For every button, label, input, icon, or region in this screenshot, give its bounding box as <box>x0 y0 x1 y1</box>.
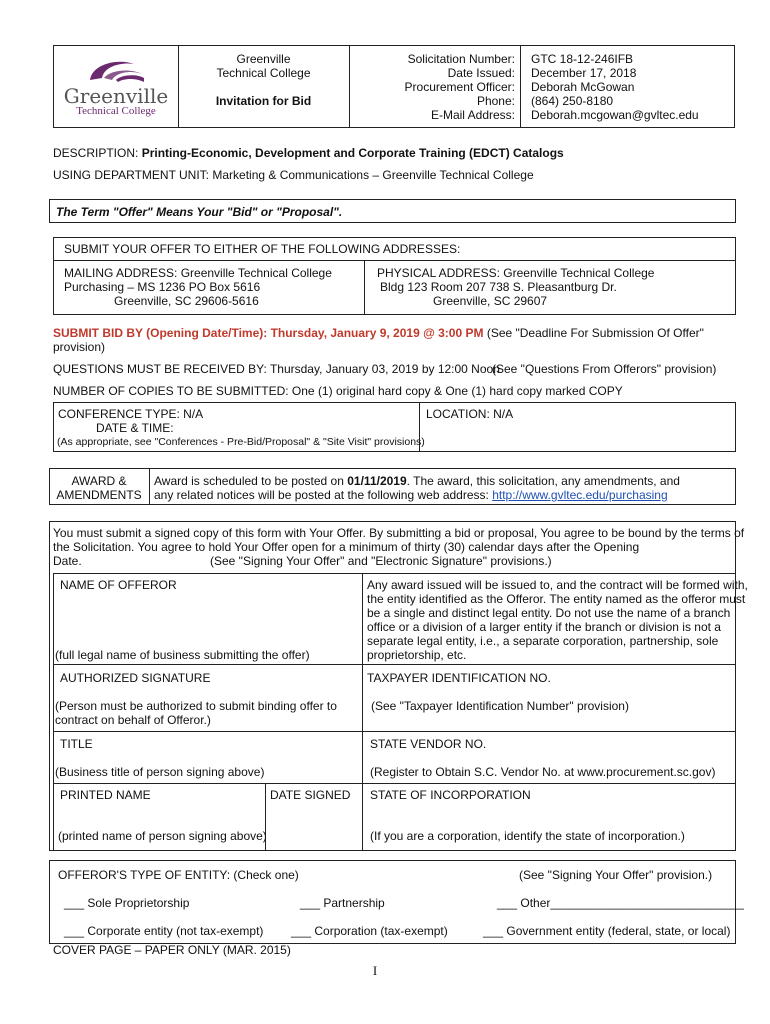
award-text-line2 <box>154 488 668 502</box>
physical-address-line3: Greenville, SC 29607 <box>433 294 548 308</box>
signature-intro-line3a: Date. <box>53 554 82 568</box>
logo-subtitle: Technical College <box>76 105 156 117</box>
conference-location: LOCATION: N/A <box>426 407 514 421</box>
entity-corporate-not-exempt[interactable]: ___ Corporate entity (not tax-exempt) <box>64 924 264 938</box>
email-value: Deborah.mcgowan@gvltec.edu <box>531 108 699 122</box>
taxpayer-id-note: (See "Taxpayer Identification Number" provision) <box>371 699 629 713</box>
award-label-line2: AMENDMENTS <box>56 488 142 502</box>
term-offer-text: The Term "Offer" Means Your "Bid" or "Proposal". <box>56 205 343 219</box>
state-incorporation-label: STATE OF INCORPORATION <box>370 788 531 802</box>
signature-grid-row3 <box>53 731 736 732</box>
title-label: TITLE <box>60 737 93 751</box>
award-divider <box>149 468 150 505</box>
procurement-officer-value: Deborah McGowan <box>531 80 635 94</box>
conference-note: (As appropriate, see "Conferences - Pre-Bid/Proposal" & "Site Visit" provisions) <box>57 436 425 448</box>
deadline-highlight: SUBMIT BID BY (Opening Date/Time): Thursday, January 9, 2019 @ 3:00 PM <box>53 326 484 340</box>
entity-corporation-exempt[interactable]: ___ Corporation (tax-exempt) <box>291 924 448 938</box>
award-date: 01/11/2019 <box>347 474 407 488</box>
email-label: E-Mail Address: <box>430 108 515 122</box>
solicitation-number-value: GTC 18-12-246IFB <box>531 52 634 66</box>
college-name-line1: Greenville <box>236 52 291 66</box>
deadline-line2: provision) <box>53 340 106 354</box>
date-issued-label: Date Issued: <box>447 66 515 80</box>
signature-grid-left <box>53 573 54 851</box>
document-type: Invitation for Bid <box>215 94 312 108</box>
award-entity-note-4: office or a division of a larger entity if the branch or division is not a <box>367 620 721 634</box>
conference-type: CONFERENCE TYPE: N/A <box>58 407 204 421</box>
college-logo <box>60 56 172 116</box>
mailing-address-line2: Purchasing – MS 1236 PO Box 5616 <box>64 280 261 294</box>
printed-name-label: PRINTED NAME <box>60 788 151 802</box>
award-text-pre: Award is scheduled to be posted on <box>154 474 348 488</box>
taxpayer-id-label: TAXPAYER IDENTIFICATION NO. <box>367 671 551 685</box>
description-label: DESCRIPTION: <box>53 146 139 160</box>
award-entity-note-3: be a single and distinct legal entity. Do not use the name of a branch <box>367 606 731 620</box>
offeror-name-label: NAME OF OFFEROR <box>60 578 177 592</box>
deadline-line <box>53 326 704 340</box>
award-entity-note-5: separate legal entity, i.e., a separate corporation, partnership, sole <box>367 634 719 648</box>
award-entity-note-1: Any award issued will be issued to, and the contract will be formed with, <box>367 578 748 592</box>
date-signed-label: DATE SIGNED <box>270 788 351 802</box>
cover-page-footer: COVER PAGE – PAPER ONLY (MAR. 2015) <box>53 943 291 957</box>
signature-intro-line2: the Solicitation. You agree to hold Your Offer open for a minimum of thirty (30) calendar days after the Opening <box>53 540 640 554</box>
award-line2-pre: any related notices will be posted at the following web address: <box>154 488 493 502</box>
questions-see: (See "Questions From Offerors" provision) <box>492 362 717 376</box>
title-note: (Business title of person signing above) <box>55 765 265 779</box>
header-divider-3 <box>520 45 521 128</box>
award-entity-note-2: the entity identified as the Offeror. The entity named as the offeror must <box>367 592 746 606</box>
signature-grid-middle <box>362 573 363 851</box>
offeror-name-note: (full legal name of business submitting the offer) <box>55 648 310 662</box>
college-name-line2: Technical College <box>216 66 311 80</box>
date-issued-value: December 17, 2018 <box>531 66 637 80</box>
signature-grid-row4 <box>53 783 736 784</box>
entity-type-heading: OFFEROR'S TYPE OF ENTITY: (Check one) <box>58 868 299 882</box>
addresses-heading: SUBMIT YOUR OFFER TO EITHER OF THE FOLLOWING ADDRESSES: <box>64 242 461 256</box>
phone-label: Phone: <box>476 94 515 108</box>
mailing-address-line3: Greenville, SC 29606-5616 <box>114 294 259 308</box>
state-incorporation-note: (If you are a corporation, identify the state of incorporation.) <box>370 829 685 843</box>
signature-intro-line1: You must submit a signed copy of this form with Your Offer. By submitting a bid or proposal, You agree to be bound by the terms of <box>53 526 745 540</box>
authorized-signature-note1: (Person must be authorized to submit binding offer to <box>55 699 337 713</box>
copies-line: NUMBER OF COPIES TO BE SUBMITTED: One (1) original hard copy & One (1) hard copy marked COPY <box>53 384 623 398</box>
state-vendor-note: (Register to Obtain S.C. Vendor No. at www.procurement.sc.gov) <box>370 765 716 779</box>
award-text-line1 <box>154 474 680 488</box>
department-line: USING DEPARTMENT UNIT: Marketing & Communications – Greenville Technical College <box>53 168 534 182</box>
entity-sole-proprietorship[interactable]: ___ Sole Proprietorship <box>64 896 190 910</box>
deadline-see: (See "Deadline For Submission Of Offer" <box>483 326 704 340</box>
solicitation-number-label: Solicitation Number: <box>407 52 515 66</box>
entity-type-see: (See "Signing Your Offer" provision.) <box>519 868 713 882</box>
description-line <box>53 146 564 160</box>
authorized-signature-label: AUTHORIZED SIGNATURE <box>60 671 211 685</box>
signature-grid-top <box>53 573 736 574</box>
award-label-line1: AWARD & <box>71 474 127 488</box>
purchasing-url-link[interactable]: http://www.gvltec.edu/purchasing <box>492 488 668 502</box>
authorized-signature-note2: contract on behalf of Offeror.) <box>55 713 211 727</box>
award-text-post: . The award, this solicitation, any amendments, and <box>406 474 680 488</box>
entity-other[interactable]: ___ Other_____________________________ <box>497 896 744 910</box>
addresses-column-divider <box>364 260 365 315</box>
phone-value: (864) 250-8180 <box>531 94 614 108</box>
state-vendor-label: STATE VENDOR NO. <box>370 737 487 751</box>
entity-government[interactable]: ___ Government entity (federal, state, or local) <box>483 924 731 938</box>
signature-grid-row2 <box>53 664 736 665</box>
description-value: Printing-Economic, Development and Corporate Training (EDCT) Catalogs <box>141 146 564 160</box>
award-entity-note-6: proprietorship, etc. <box>367 648 467 662</box>
procurement-officer-label: Procurement Officer: <box>404 80 515 94</box>
page-number: I <box>372 963 378 978</box>
signature-intro-line3b: (See "Signing Your Offer" and "Electronic Signature" provisions.) <box>210 554 552 568</box>
addresses-heading-divider <box>53 260 736 261</box>
mailing-address-line1: MAILING ADDRESS: Greenville Technical College <box>64 266 332 280</box>
logo-word: Greenville <box>63 84 169 108</box>
physical-address-line2: Bldg 123 Room 207 738 S. Pleasantburg Dr. <box>380 280 617 294</box>
entity-partnership[interactable]: ___ Partnership <box>300 896 385 910</box>
questions-deadline: QUESTIONS MUST BE RECEIVED BY: Thursday, January 03, 2019 by 12:00 Noon <box>53 362 500 376</box>
logo-swoosh-icon <box>60 56 172 86</box>
physical-address-line1: PHYSICAL ADDRESS: Greenville Technical College <box>377 266 655 280</box>
conference-datetime: DATE & TIME: <box>96 421 174 435</box>
printed-name-note: (printed name of person signing above) <box>58 829 267 843</box>
